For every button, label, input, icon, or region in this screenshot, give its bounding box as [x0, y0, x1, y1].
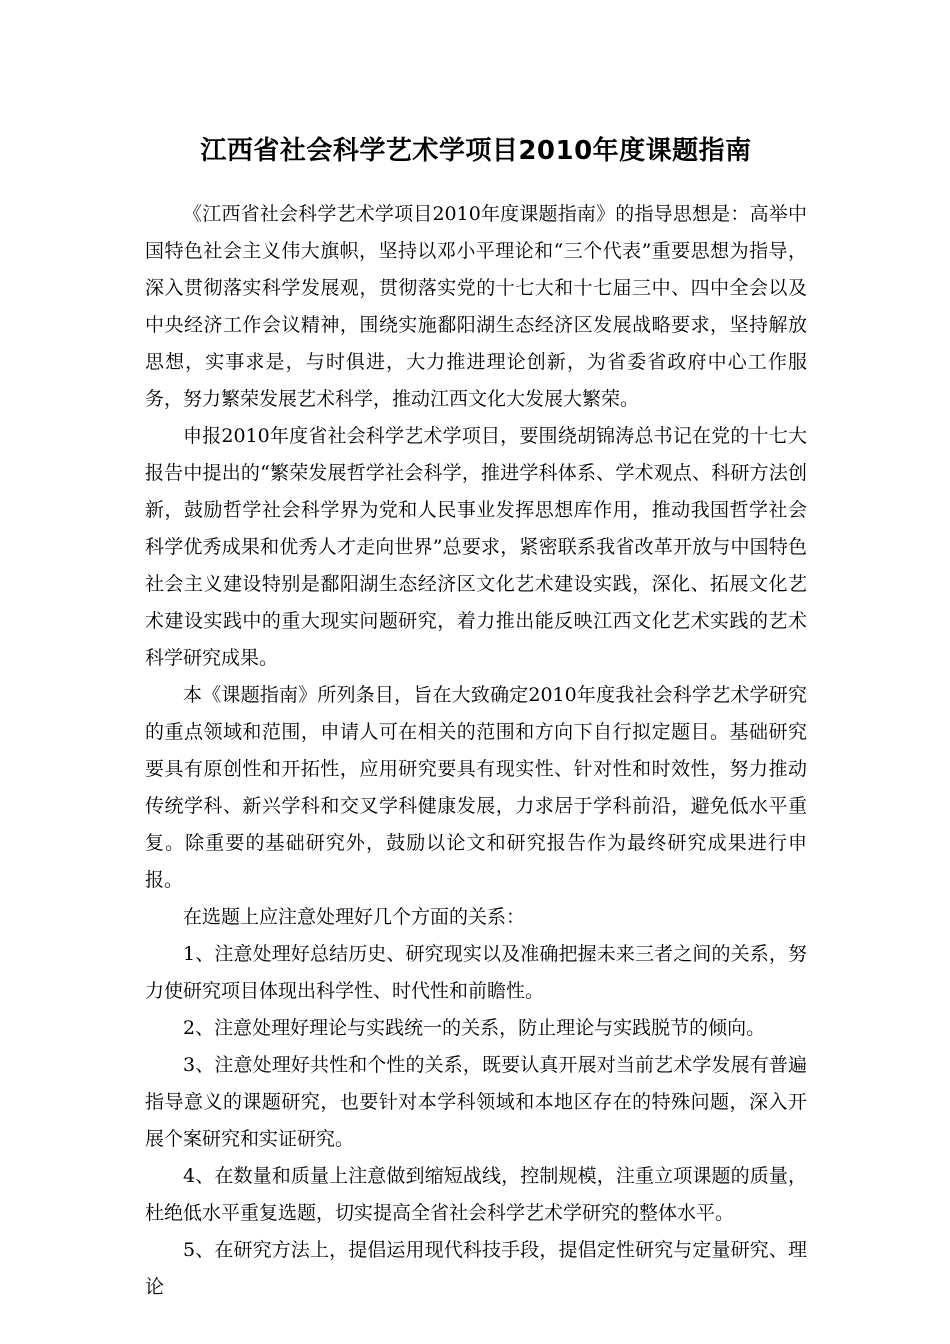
document-body — [145, 196, 807, 1306]
paragraph-guide-scope: 本《课题指南》所列条目，旨在大致确定2010年度我社会科学艺术学研究的重点领域和范围，申请人可在相关的范围和方向下自行拟定题目。基础研究要具有原创性和开拓性，应用研究要具有现实性、针对性和时效性，努力推动传统学科、新兴学科和交叉学科健康发展，力求居于学科前沿，避免低水平重复。除重要的基础研究外，鼓励以论文和研究报告作为最终研究成果进行申报。 — [145, 684, 807, 891]
paragraph-item-2: 2、注意处理好理论与实践统一的关系，防止理论与实践脱节的倾向。 — [183, 1017, 766, 1039]
paragraph-topic-relations-intro: 在选题上应注意处理好几个方面的关系： — [183, 906, 526, 928]
paragraph-item-3: 3、注意处理好共性和个性的关系，既要认真开展对当前艺术学发展有普遍指导意义的课题研究，也要针对本学科领域和本地区存在的特殊问题，深入开展个案研究和实证研究。 — [145, 1054, 807, 1150]
paragraph-item-4: 4、在数量和质量上注意做到缩短战线，控制规模，注重立项课题的质量，杜绝低水平重复选题，切实提高全省社会科学艺术学研究的整体水平。 — [145, 1165, 807, 1224]
paragraph-item-5: 5、在研究方法上，提倡运用现代科技手段，提倡定性研究与定量研究、理论 — [145, 1239, 807, 1298]
document-title: 江西省社会科学艺术学项目2010年度课题指南 — [200, 136, 752, 166]
paragraph-guiding-ideology: 《江西省社会科学艺术学项目2010年度课题指南》的指导思想是：高举中国特色社会主义伟大旗帜，坚持以邓小平理论和“三个代表”重要思想为指导，深入贯彻落实科学发展观，贯彻落实党的十七大和十七届三中、四中全会以及中央经济工作会议精神，围绕实施鄱阳湖生态经济区发展战略要求，坚持解放思想，实事求是，与时俱进，大力推进理论创新，为省委省政府中心工作服务，努力繁荣发展艺术科学，推动江西文化大发展大繁荣。 — [145, 203, 807, 410]
paragraph-application-requirements: 申报2010年度省社会科学艺术学项目，要围绕胡锦涛总书记在党的十七大报告中提出的“繁荣发展哲学社会科学，推进学科体系、学术观点、科研方法创新，鼓励哲学社会科学界为党和人民事业发挥思想库作用，推动我国哲学社会科学优秀成果和优秀人才走向世界”总要求，紧密联系我省改革开放与中国特色社会主义建设特别是鄱阳湖生态经济区文化艺术建设实践，深化、拓展文化艺术建设实践中的重大现实问题研究，着力推出能反映江西文化艺术实践的艺术科学研究成果。 — [145, 425, 807, 669]
paragraph-item-1: 1、注意处理好总结历史、研究现实以及准确把握未来三者之间的关系，努力使研究项目体现出科学性、时代性和前瞻性。 — [145, 943, 807, 1002]
